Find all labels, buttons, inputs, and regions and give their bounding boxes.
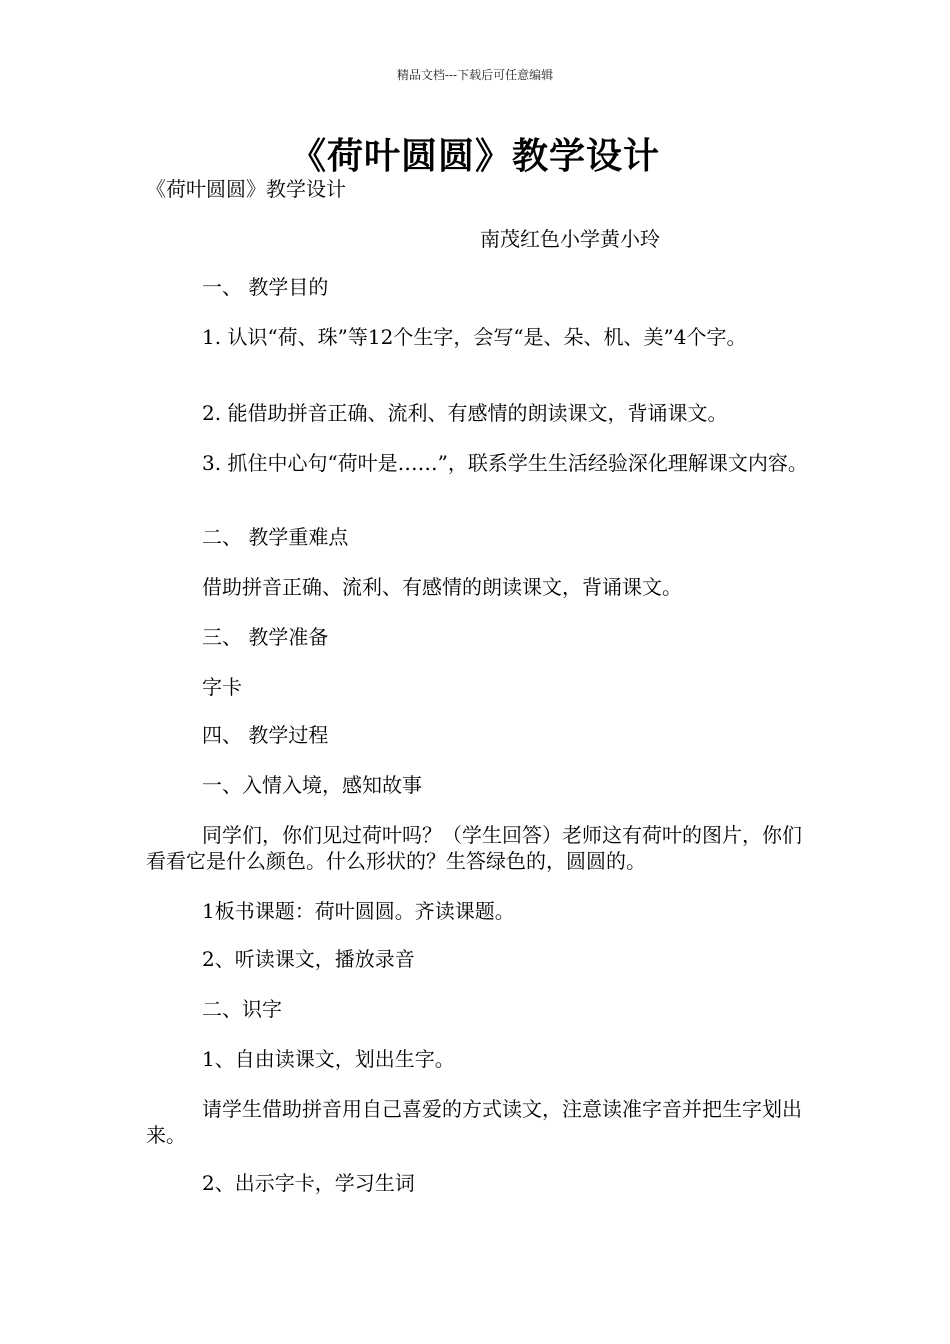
section-heading-objectives: 一、 教学目的	[202, 275, 329, 299]
paragraph: 2、出示字卡，学习生词	[202, 1171, 415, 1195]
subtitle: 《荷叶圆圆》教学设计	[146, 177, 346, 201]
paragraph: 3. 抓住中心句“荷叶是……”，联系学生生活经验深化理解课文内容。	[202, 451, 808, 475]
paragraph: 1. 认识“荷、珠”等12个生字，会写“是、朵、机、美”4个字。	[202, 325, 747, 349]
paragraph: 请学生借助拼音用自己喜爱的方式读文，注意读准字音并把生字划出来。	[146, 1097, 802, 1147]
paragraph: 2. 能借助拼音正确、流利、有感情的朗读课文，背诵课文。	[202, 401, 728, 425]
paragraph: 1板书课题：荷叶圆圆。齐读课题。	[202, 899, 515, 923]
paragraph: 1、自由读课文，划出生字。	[202, 1047, 455, 1071]
subsection-heading: 一、入情入境，感知故事	[202, 773, 422, 797]
paragraph: 字卡	[202, 675, 242, 699]
section-heading-process: 四、 教学过程	[202, 723, 329, 747]
author: 南茂红色小学黄小玲	[480, 227, 660, 251]
subsection-heading: 二、识字	[202, 997, 282, 1021]
paragraph: 同学们，你们见过荷叶吗？（学生回答）老师这有荷叶的图片，你们看看它是什么颜色。什么形状的？生答绿色的，圆圆的。	[146, 823, 802, 873]
paragraph: 2、听读课文，播放录音	[202, 947, 415, 971]
section-heading-preparation: 三、 教学准备	[202, 625, 329, 649]
section-heading-keypoints: 二、 教学重难点	[202, 525, 349, 549]
document-title: 《荷叶圆圆》教学设计	[289, 135, 660, 177]
header-note: 精品文档---下载后可任意编辑	[396, 68, 554, 82]
paragraph: 借助拼音正确、流利、有感情的朗读课文，背诵课文。	[202, 575, 682, 599]
